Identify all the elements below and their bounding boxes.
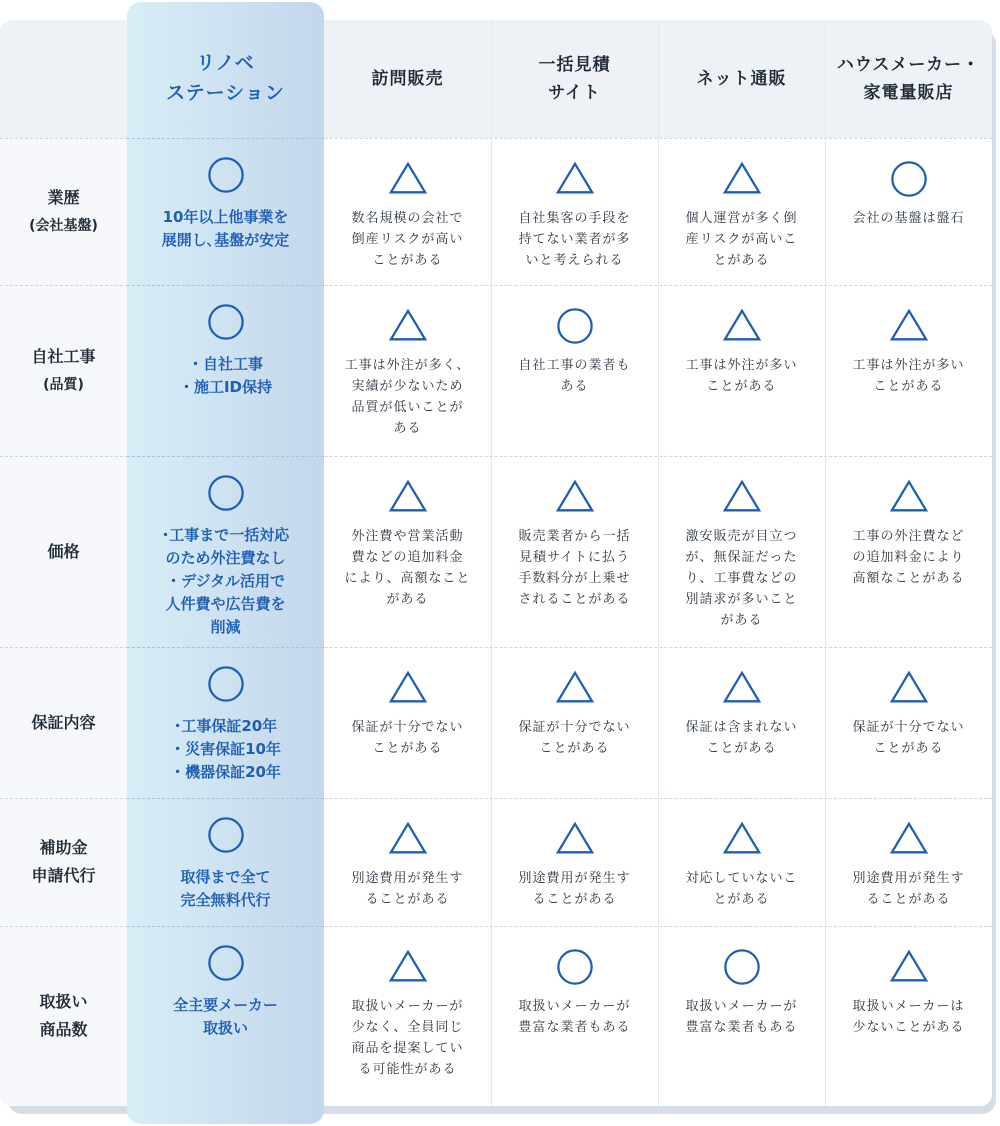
row-label: [0, 834, 127, 890]
text-line: ・自社工事: [187, 355, 263, 373]
cell-description: [324, 868, 491, 910]
triangle-mark-icon: [389, 307, 427, 345]
comparison-cell: [825, 307, 992, 397]
text-line: リノベ: [196, 52, 255, 74]
text-line: 少なく、全員同じ: [351, 1020, 464, 1035]
featured-row-divider: [127, 926, 324, 927]
row-label-line: (品質): [43, 376, 84, 393]
row-label-line: (会社基盤): [29, 217, 98, 234]
cell-description: [324, 996, 491, 1080]
comparison-cell: [825, 820, 992, 910]
comparison-cell: [491, 160, 658, 271]
circle-mark-icon: [723, 948, 761, 986]
text-line: 品質が低いことが: [351, 400, 464, 415]
comparison-cell: [658, 478, 825, 631]
triangle-mark-icon: [723, 160, 761, 198]
triangle-mark-icon: [389, 160, 427, 198]
text-line: 持てない業者が多: [518, 232, 631, 247]
featured-row-divider: [127, 456, 324, 457]
text-line: 少ないことがある: [852, 1020, 965, 1035]
circle-mark-icon: [207, 665, 245, 703]
triangle-mark-icon: [890, 820, 928, 858]
header-column-4: [825, 51, 992, 107]
featured-description: [127, 206, 324, 252]
text-line: 保証が十分でない: [852, 720, 965, 735]
text-line: 取得まで全て: [180, 868, 271, 886]
text-line: のため外注費なし: [165, 549, 286, 567]
comparison-cell: [324, 669, 491, 759]
text-line: 取扱いメーカーは: [852, 999, 965, 1014]
comparison-cell: [491, 478, 658, 610]
triangle-mark-icon: [556, 160, 594, 198]
text-line: ある: [393, 421, 422, 436]
text-line: ることがある: [866, 892, 951, 907]
header-column-1: [324, 65, 491, 93]
row-label: [0, 184, 127, 240]
cell-description: [658, 996, 825, 1038]
text-line: ることがある: [365, 892, 450, 907]
comparison-cell: [825, 478, 992, 589]
text-line: ネット通販: [696, 69, 787, 89]
circle-mark-icon: [207, 816, 245, 854]
text-line: 人件費や広告費を: [165, 595, 286, 613]
header-column-2: [491, 51, 658, 107]
circle-mark-icon: [556, 948, 594, 986]
triangle-mark-icon: [890, 478, 928, 516]
comparison-cell: [491, 820, 658, 910]
text-line: 個人運営が多く倒: [685, 211, 798, 226]
text-line: り、工事費などの: [685, 571, 798, 586]
text-line: 激安販売が目立つ: [685, 529, 798, 544]
triangle-mark-icon: [890, 669, 928, 707]
text-line: 産リスクが高いこ: [685, 232, 798, 247]
cell-description: [491, 355, 658, 397]
cell-description: [324, 355, 491, 439]
text-line: 完全無料代行: [180, 891, 271, 909]
triangle-mark-icon: [723, 478, 761, 516]
text-line: ことがある: [706, 741, 777, 756]
comparison-cell: [491, 307, 658, 397]
text-line: とがある: [713, 253, 770, 268]
text-line: 全主要メーカー: [173, 996, 278, 1014]
text-line: 費などの追加料金: [351, 550, 464, 565]
text-line: 自社工事の業者も: [518, 358, 631, 373]
text-line: 工事は外注が多く、: [344, 358, 471, 373]
row-label: [0, 343, 127, 399]
text-line: 展開し､基盤が安定: [161, 231, 290, 249]
featured-column-renove-station: [127, 2, 324, 1124]
featured-cell: [127, 816, 324, 912]
cell-description: [825, 996, 992, 1038]
cell-description: [825, 526, 992, 589]
text-line: ステーション: [166, 82, 285, 104]
triangle-mark-icon: [389, 478, 427, 516]
header-column-3: [658, 65, 825, 93]
text-line: 工事は外注が多い: [852, 358, 965, 373]
comparison-cell: [324, 160, 491, 271]
featured-row-divider: [127, 138, 324, 139]
featured-description: [127, 353, 324, 399]
cell-description: [324, 526, 491, 610]
text-line: とがある: [713, 892, 770, 907]
text-line: ことがある: [873, 741, 944, 756]
text-line: 販売業者から一括: [518, 529, 631, 544]
cell-description: [324, 208, 491, 271]
text-line: 取扱いメーカーが: [685, 999, 798, 1014]
comparison-cell: [324, 948, 491, 1080]
text-line: されることがある: [518, 592, 631, 607]
text-line: 工事の外注費など: [852, 529, 965, 544]
label-column-background: [0, 138, 127, 1106]
text-line: いと考えられる: [525, 253, 624, 268]
text-line: サイト: [548, 83, 601, 103]
row-label-line: 取扱い: [39, 992, 88, 1011]
row-label-line: 自社工事: [31, 346, 96, 366]
featured-description: [127, 524, 324, 639]
circle-mark-icon: [207, 944, 245, 982]
triangle-mark-icon: [389, 948, 427, 986]
cell-description: [825, 355, 992, 397]
triangle-mark-icon: [723, 307, 761, 345]
cell-description: [658, 355, 825, 397]
text-line: ことがある: [873, 379, 944, 394]
text-line: が、無保証だった: [685, 550, 798, 565]
text-line: 豊富な業者もある: [518, 1020, 631, 1035]
text-line: 家電量販店: [863, 83, 954, 103]
featured-cell: [127, 156, 324, 252]
text-line: ・施工ID保持: [178, 378, 273, 396]
featured-row-divider: [127, 285, 324, 286]
text-line: 数名規模の会社で: [351, 211, 464, 226]
text-line: ことがある: [539, 741, 610, 756]
text-line: ハウスメーカー・: [836, 55, 981, 75]
text-line: 保証は含まれない: [685, 720, 798, 735]
text-line: ・デジタル活用で: [165, 572, 286, 590]
triangle-mark-icon: [723, 820, 761, 858]
triangle-mark-icon: [556, 820, 594, 858]
text-line: ･工事まで一括対応: [161, 526, 290, 544]
text-line: 保証が十分でない: [351, 720, 464, 735]
text-line: 実績が少ないため: [351, 379, 464, 394]
comparison-cell: [658, 820, 825, 910]
text-line: 手数料分が上乗せ: [518, 571, 631, 586]
cell-description: [825, 868, 992, 910]
featured-cell: [127, 665, 324, 784]
triangle-mark-icon: [556, 478, 594, 516]
text-line: 訪問販売: [371, 69, 444, 89]
comparison-cell: [324, 820, 491, 910]
row-label: [0, 988, 127, 1044]
row-label: [0, 538, 127, 566]
text-line: 一括見積: [538, 55, 611, 75]
featured-row-divider: [127, 798, 324, 799]
text-line: ･工事保証20年: [173, 717, 278, 735]
text-line: 倒産リスクが高い: [351, 232, 464, 247]
text-line: 自社集客の手段を: [518, 211, 631, 226]
cell-description: [658, 526, 825, 631]
featured-description: [127, 866, 324, 912]
text-line: ある: [560, 379, 589, 394]
text-line: ことがある: [372, 741, 443, 756]
header-featured: [127, 48, 324, 108]
text-line: 10年以上他事業を: [162, 208, 289, 226]
row-label-line: 保証内容: [31, 712, 96, 732]
row-label-line: 価格: [47, 541, 80, 561]
text-line: 見積サイトに払う: [518, 550, 631, 565]
triangle-mark-icon: [890, 948, 928, 986]
circle-mark-icon: [556, 307, 594, 345]
text-line: 別途費用が発生す: [852, 871, 965, 886]
featured-description: [127, 994, 324, 1040]
text-line: 高額なことがある: [852, 571, 965, 586]
cell-description: [658, 717, 825, 759]
cell-description: [491, 717, 658, 759]
text-line: 対応していないこ: [685, 871, 798, 886]
row-label-line: 申請代行: [31, 866, 96, 885]
text-line: 取扱いメーカーが: [518, 999, 631, 1014]
circle-mark-icon: [207, 156, 245, 194]
circle-mark-icon: [207, 303, 245, 341]
featured-cell: [127, 303, 324, 399]
text-line: がある: [386, 592, 429, 607]
cell-description: [491, 868, 658, 910]
text-line: 保証が十分でない: [518, 720, 631, 735]
cell-description: [825, 717, 992, 759]
text-line: 削減: [210, 618, 241, 636]
cell-description: [324, 717, 491, 759]
comparison-cell: [491, 669, 658, 759]
cell-description: [658, 208, 825, 271]
text-line: 工事は外注が多い: [685, 358, 798, 373]
comparison-cell: [825, 160, 992, 229]
featured-cell: [127, 944, 324, 1040]
triangle-mark-icon: [389, 669, 427, 707]
text-line: の追加料金により: [852, 550, 965, 565]
comparison-cell: [658, 948, 825, 1038]
text-line: ・災害保証10年: [170, 740, 281, 758]
text-line: 会社の基盤は盤石: [852, 211, 965, 226]
cell-description: [825, 208, 992, 229]
text-line: ことがある: [706, 379, 777, 394]
comparison-cell: [825, 948, 992, 1038]
circle-mark-icon: [890, 160, 928, 198]
text-line: ことがある: [372, 253, 443, 268]
cell-description: [491, 526, 658, 610]
text-line: ・機器保証20年: [170, 763, 281, 781]
text-line: 外注費や営業活動: [351, 529, 464, 544]
circle-mark-icon: [207, 474, 245, 512]
row-label-line: 商品数: [39, 1020, 88, 1039]
comparison-cell: [658, 307, 825, 397]
comparison-cell: [658, 669, 825, 759]
text-line: る可能性がある: [358, 1062, 457, 1077]
row-label-line: 補助金: [39, 838, 88, 857]
cell-description: [491, 996, 658, 1038]
row-label-line: 業歴: [47, 187, 80, 207]
text-line: 別請求が多いこと: [685, 592, 798, 607]
triangle-mark-icon: [723, 669, 761, 707]
featured-row-divider: [127, 647, 324, 648]
comparison-cell: [825, 669, 992, 759]
text-line: 豊富な業者もある: [685, 1020, 798, 1035]
cell-description: [491, 208, 658, 271]
featured-description: [127, 715, 324, 784]
cell-description: [658, 868, 825, 910]
triangle-mark-icon: [556, 669, 594, 707]
text-line: がある: [720, 613, 763, 628]
comparison-cell: [491, 948, 658, 1038]
comparison-cell: [324, 478, 491, 610]
text-line: 別途費用が発生す: [518, 871, 631, 886]
featured-cell: [127, 474, 324, 639]
text-line: 別途費用が発生す: [351, 871, 464, 886]
comparison-cell: [324, 307, 491, 439]
triangle-mark-icon: [890, 307, 928, 345]
row-label: [0, 709, 127, 737]
triangle-mark-icon: [389, 820, 427, 858]
text-line: ることがある: [532, 892, 617, 907]
text-line: 商品を提案してい: [351, 1041, 464, 1056]
comparison-cell: [658, 160, 825, 271]
text-line: 取扱い: [202, 1019, 248, 1037]
text-line: により、高額なこと: [344, 571, 471, 586]
text-line: 取扱いメーカーが: [351, 999, 464, 1014]
